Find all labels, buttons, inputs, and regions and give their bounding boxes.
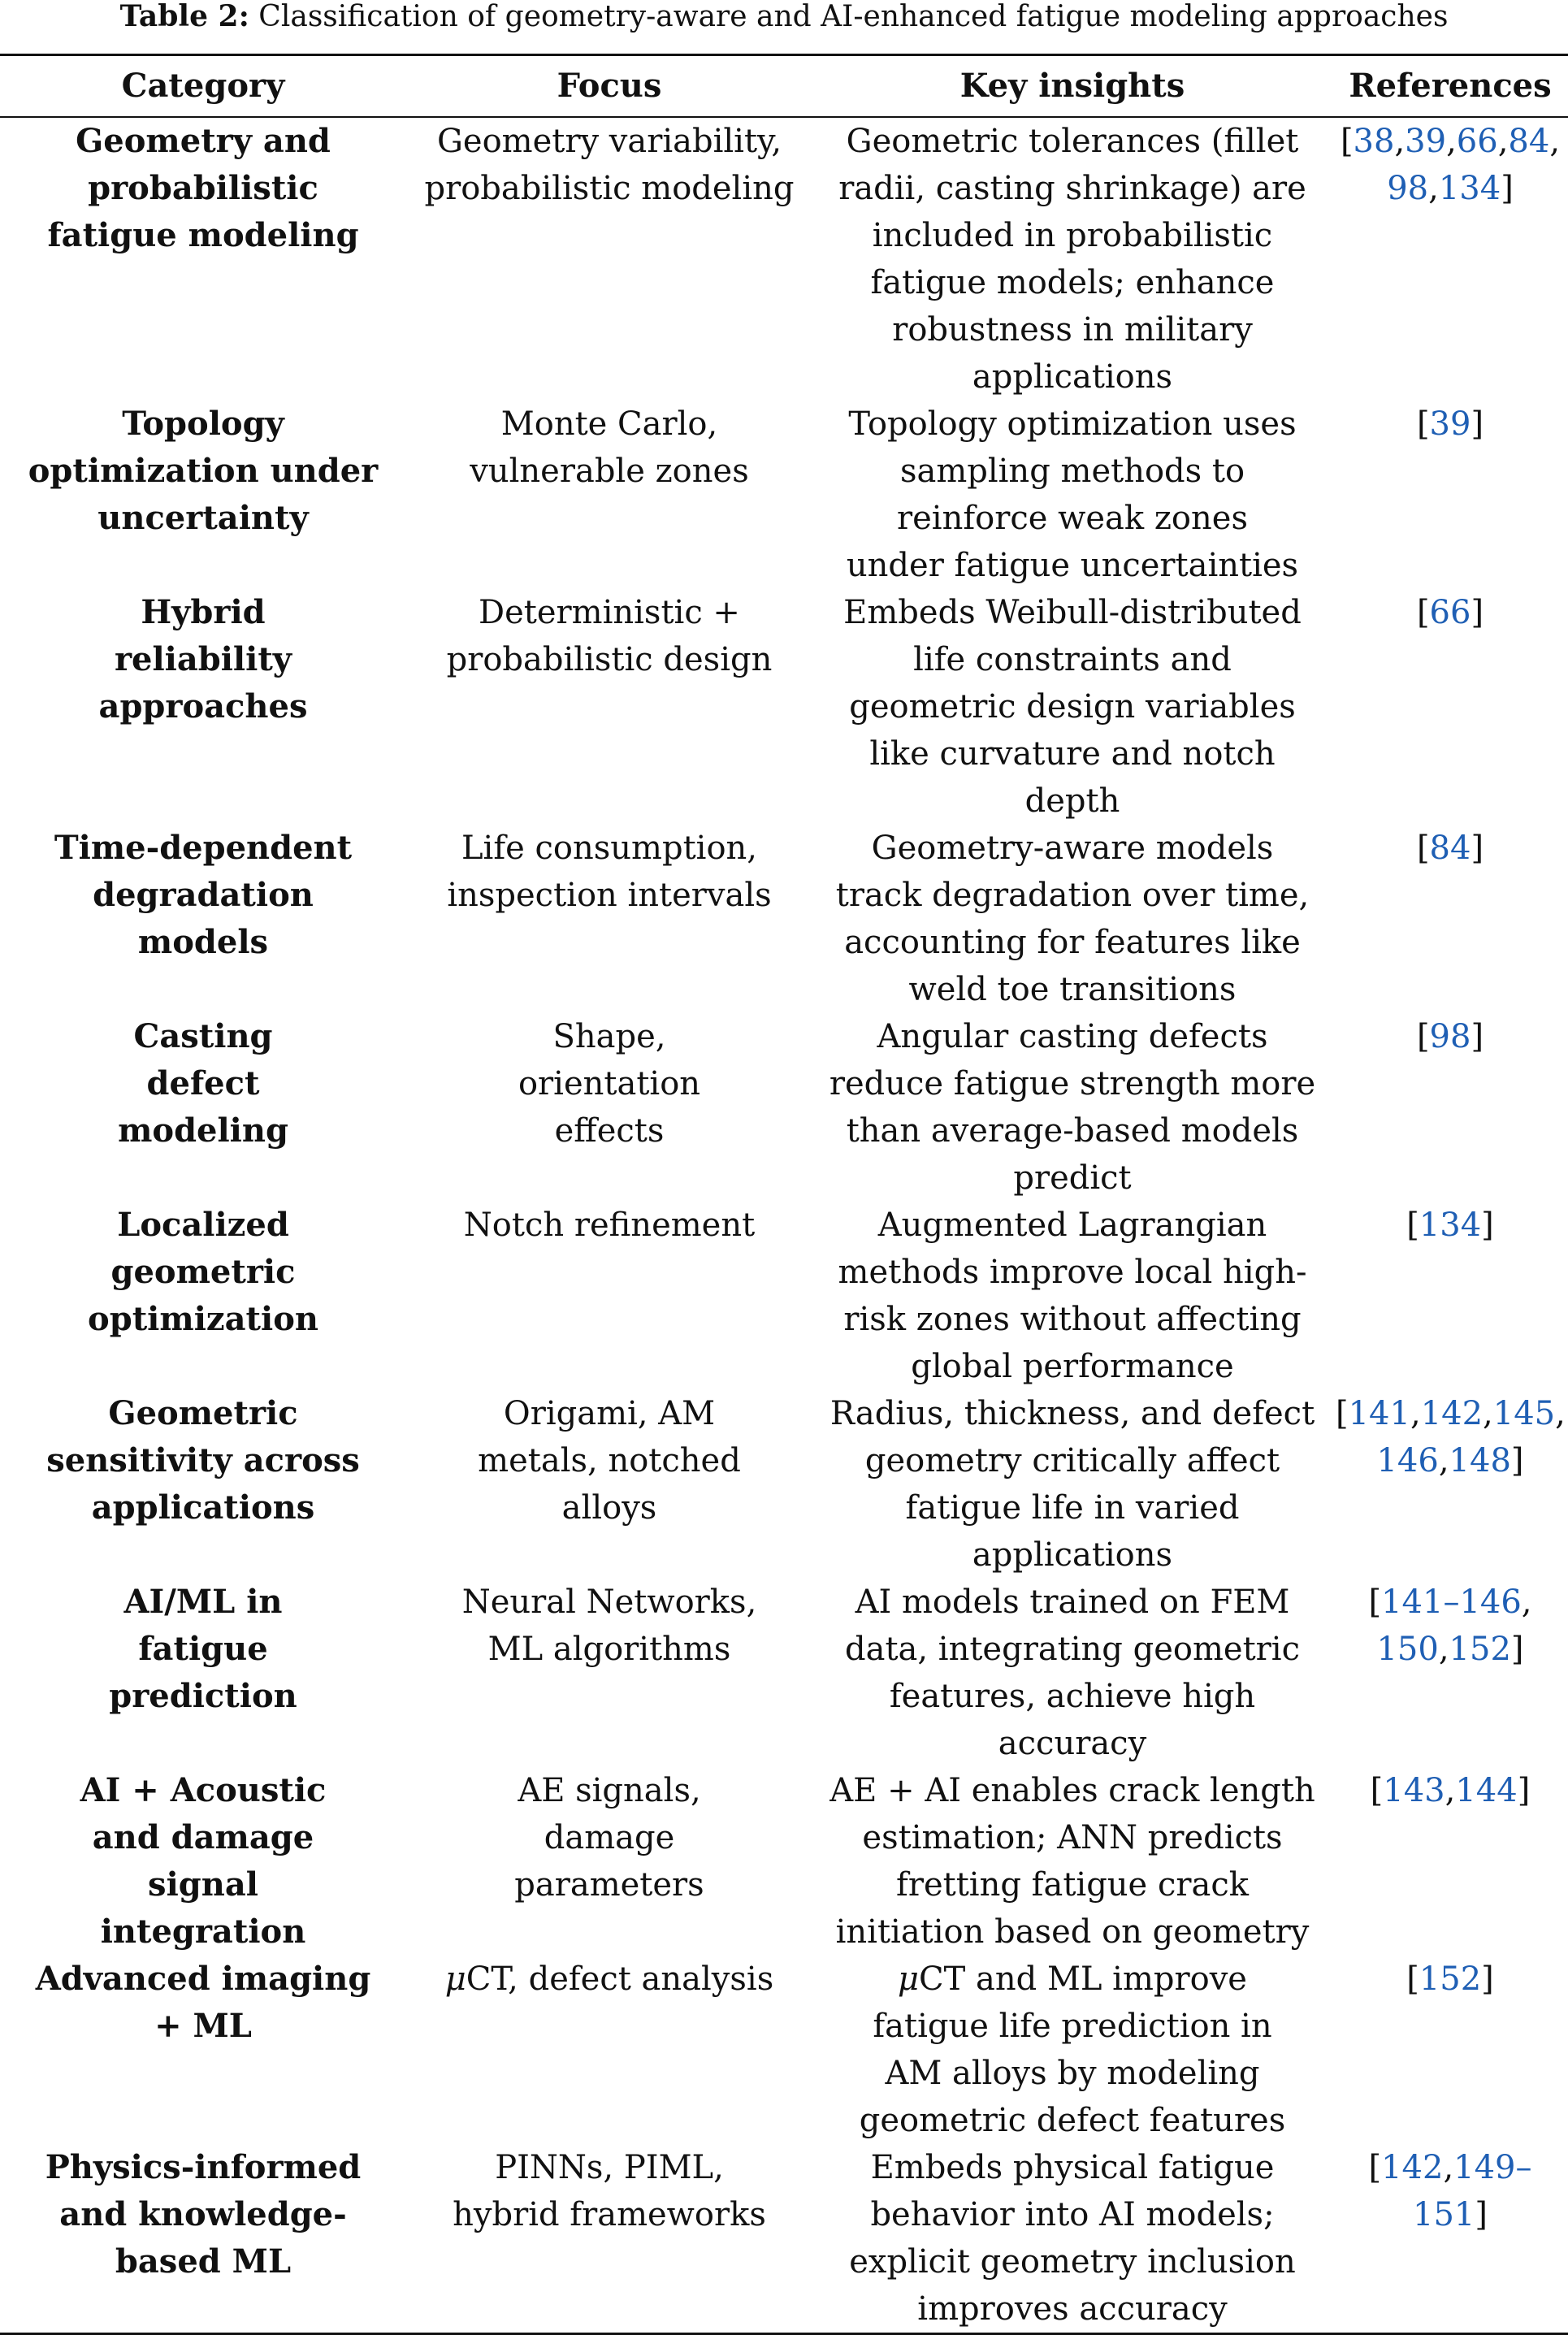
mu-symbol: μ (444, 1960, 466, 1998)
category-cell: Localized geometric optimization (88, 1206, 318, 1338)
reference-link[interactable]: 134 (1419, 1206, 1482, 1244)
references-cell: [142,149–151] (1368, 2149, 1532, 2233)
references-cell: [38,39,66,84, 98,134] (1340, 123, 1561, 207)
header-row (0, 55, 1568, 118)
category-cell: Time-dependent degradation models (54, 829, 353, 961)
reference-link[interactable]: 149–151 (1413, 2149, 1532, 2233)
reference-link[interactable]: 143 (1383, 1772, 1445, 1809)
reference-link[interactable]: 146 (1376, 1442, 1439, 1479)
insights-cell: Angular casting defects reduce fatigue strength more than average-based models predict (829, 1018, 1316, 1197)
reference-link[interactable]: 84 (1429, 830, 1471, 867)
category-cell: Advanced imaging + ML (35, 1960, 371, 2045)
category-cell: Casting defect modeling (118, 1017, 288, 1150)
reference-link[interactable]: 66 (1456, 123, 1498, 160)
category-cell: AI + Acoustic and damage signal integration (80, 1771, 327, 1951)
reference-link[interactable]: 145 (1492, 1395, 1556, 1432)
focus-cell: Shape, orientation effects (518, 1018, 701, 1150)
insights-cell: Embeds Weibull-distributed life constraints and geometric design variables like curvature and notch depth (843, 594, 1302, 820)
category-cell: Geometric sensitivity across applications (46, 1394, 360, 1527)
caption-label: Table 2: (119, 0, 249, 33)
references-cell: [134] (1406, 1206, 1494, 1244)
reference-link[interactable]: 152 (1449, 1631, 1511, 1668)
focus-cell: Life consumption, inspection intervals (447, 830, 772, 914)
reference-link[interactable]: 148 (1449, 1442, 1511, 1479)
category-cell: Topology optimization under uncertainty (28, 405, 379, 537)
references-cell: [98] (1416, 1018, 1484, 1055)
table-row (0, 401, 1568, 589)
category-cell: Geometry and probabilistic fatigue modeling (47, 122, 359, 254)
insights-cell: Geometric tolerances (fillet radii, casting shrinkage) are included in probabilistic fatigue models; enhance robustness in military applications (838, 123, 1306, 396)
reference-link[interactable]: 98 (1429, 1018, 1471, 1055)
references-cell: [66] (1416, 594, 1484, 631)
reference-link[interactable]: 38 (1353, 123, 1395, 160)
reference-link[interactable]: 39 (1429, 405, 1471, 443)
focus-cell: Deterministic + probabilistic design (446, 594, 773, 678)
table-row (0, 1202, 1568, 1390)
insights-cell: Topology optimization uses sampling methods to reinforce weak zones under fatigue uncertainties (846, 405, 1299, 584)
insights-cell (812, 1956, 1332, 2144)
focus-cell: Origami, AM metals, notched alloys (478, 1395, 741, 1527)
table-row (0, 1767, 1568, 1956)
focus-cell: Neural Networks, ML algorithms (461, 1583, 757, 1668)
reference-link[interactable]: 39 (1405, 123, 1447, 160)
category-cell: Hybrid reliability approaches (98, 593, 308, 726)
focus-cell: Geometry variability, probabilistic modeling (424, 123, 795, 207)
reference-link[interactable]: 84 (1508, 123, 1550, 160)
reference-link[interactable]: 142 (1420, 1395, 1484, 1432)
focus-cell: Monte Carlo, vulnerable zones (470, 405, 749, 490)
caption-text: Classification of geometry-aware and AI-enhanced fatigue modeling approaches (249, 0, 1449, 33)
insights-cell: AI models trained on FEM data, integrating geometric features, achieve high accuracy (845, 1583, 1300, 1762)
mu-symbol: μ (898, 1960, 920, 1998)
table-row (0, 2144, 1568, 2334)
reference-link[interactable]: 141 (1348, 1395, 1410, 1432)
references-cell: [143,144] (1370, 1772, 1531, 1809)
insights-cell: Embeds physical fatigue behavior into AI models; explicit geometry inclusion improves accuracy (849, 2149, 1296, 2328)
table-body (0, 117, 1568, 2334)
focus-cell: AE signals, damage parameters (514, 1772, 704, 1904)
focus-cell: PINNs, PIML, hybrid frameworks (453, 2149, 766, 2233)
table-row (0, 1390, 1568, 1579)
reference-link[interactable]: 141–146 (1381, 1583, 1522, 1621)
references-cell: [141,142,145, 146,148] (1336, 1395, 1566, 1479)
category-cell: AI/ML in fatigue prediction (109, 1583, 297, 1715)
references-cell: [39] (1416, 405, 1484, 443)
reference-link[interactable]: 152 (1419, 1960, 1482, 1998)
insights-cell: Radius, thickness, and defect geometry critically affect fatigue life in varied applications (829, 1395, 1315, 1574)
insights-cell: AE + AI enables crack length estimation; ANN predicts fretting fatigue crack initiation based on geometry (829, 1772, 1315, 1951)
header-category: Category (121, 67, 285, 105)
reference-link[interactable]: 66 (1429, 594, 1471, 631)
header-key-insights: Key insights (959, 67, 1185, 105)
insights-text: CT and ML improve fatigue life prediction in AM alloys by modeling geometric defect features (859, 1960, 1286, 2139)
focus-text: CT, defect analysis (466, 1960, 774, 1998)
references-cell: [141–146, 150,152] (1368, 1583, 1532, 1668)
reference-link[interactable]: 142 (1381, 2149, 1444, 2186)
header-references: References (1349, 67, 1552, 105)
table-row (0, 117, 1568, 401)
focus-cell: Notch refinement (463, 1206, 756, 1244)
reference-link[interactable]: 134 (1438, 170, 1501, 207)
references-cell: [152] (1406, 1960, 1494, 1998)
table-row (0, 589, 1568, 825)
references-cell: [84] (1416, 830, 1484, 867)
focus-cell (406, 1956, 812, 2144)
table-row (0, 825, 1568, 1013)
table-row (0, 1013, 1568, 1202)
reference-link[interactable]: 144 (1455, 1772, 1518, 1809)
table-row (0, 1956, 1568, 2144)
table-row (0, 1579, 1568, 1767)
category-cell: Physics-informed and knowledge-based ML (45, 2148, 362, 2281)
reference-link[interactable]: 98 (1387, 170, 1429, 207)
reference-link[interactable]: 150 (1376, 1631, 1439, 1668)
insights-cell: Geometry-aware models track degradation over time, accounting for features like weld toe transitions (835, 830, 1310, 1008)
classification-table (0, 54, 1568, 2335)
insights-cell: Augmented Lagrangian methods improve local high-risk zones without affecting global performance (838, 1206, 1307, 1385)
header-focus: Focus (557, 67, 662, 105)
table-caption (0, 0, 1568, 33)
